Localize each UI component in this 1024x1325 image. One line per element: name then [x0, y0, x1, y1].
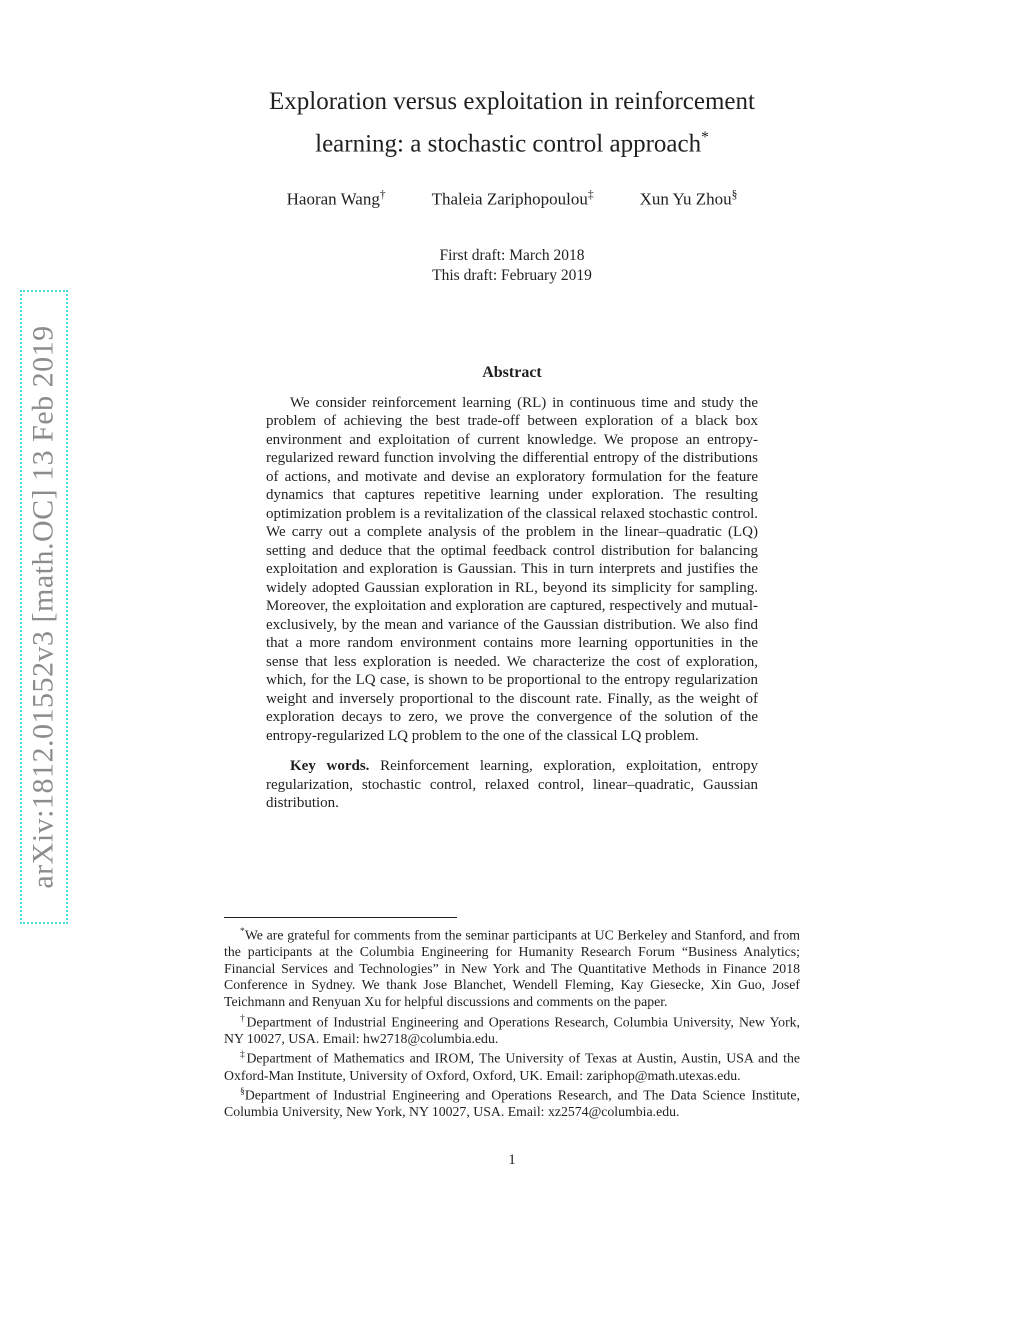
author-2-affiliation-mark: ‡ — [587, 188, 594, 202]
arxiv-watermark-box — [20, 290, 68, 924]
abstract-text: We consider reinforcement learning (RL) in continuous time and study the problem of achieving the best trade-off between exploration of a black box environment and exploitation of current knowledge. We propose an entropy-regularized reward function involving the differential entropy of the distributions of actions, and motivate and devise an exploratory formulation for the feature dynamics that captures repetitive learning under exploration. The resulting optimization problem is a revitalization of the classical relaxed stochastic control. We carry out a complete analysis of the problem in the linear–quadratic (LQ) setting and deduce that the optimal feedback control distribution for balancing exploitation and exploration is Gaussian. This in turn interprets and justifies the widely adopted Gaussian exploration in RL, beyond its simplicity for sampling. Moreover, the exploitation and exploration are captured, respectively and mutual-exclusively, by the mean and variance of the Gaussian distribution. We also find that a more random environment contains more learning opportunities in the sense that less exploration is needed. We characterize the cost of exploration, which, for the LQ case, is shown to be proportional to the entropy regularization weight and inversely proportional to the discount rate. Finally, as the weight of exploration decays to zero, we prove the convergence of the solution of the entropy-regularized LQ problem to the one of the classical LQ problem. — [266, 394, 758, 744]
main-column — [224, 0, 800, 1121]
footnote-2-mark: † — [240, 1012, 247, 1024]
footnote-3-text: Department of Mathematics and IROM, The University of Texas at Austin, Austin, USA and the Oxford-Man Institute, University of Oxford, Oxford, UK. Email: zariphop@math.utexas.edu. — [224, 1050, 801, 1083]
abstract-heading: Abstract — [482, 363, 542, 381]
footnote-1-mark: * — [240, 925, 245, 937]
title-footnote-mark: * — [701, 129, 709, 146]
paper-title-line1: Exploration versus exploitation in reinforcement — [269, 88, 755, 115]
footnote-affiliation-wang — [224, 1011, 800, 1048]
this-draft-date: This draft: February 2019 — [432, 266, 592, 284]
abstract-body — [266, 394, 758, 746]
author-3-name: Xun Yu Zhou — [639, 189, 732, 209]
author-1-name: Haoran Wang — [286, 189, 380, 209]
paper-title — [224, 84, 800, 162]
author-2-name: Thaleia Zariphopoulou — [431, 189, 588, 209]
footnote-divider — [224, 917, 457, 918]
author-3 — [640, 188, 738, 210]
keywords-paragraph — [266, 757, 758, 813]
footnote-2-text: Department of Industrial Engineering and Operations Research, Columbia University, New York, NY 10027, USA. Email: hw2718@columbia.edu. — [224, 1014, 801, 1046]
author-list — [224, 188, 800, 210]
footnote-4-mark: § — [240, 1086, 245, 1098]
author-1-affiliation-mark: † — [379, 188, 386, 202]
paper-title-line2: learning: a stochastic control approach — [315, 130, 702, 158]
footnote-4-text: Department of Industrial Engineering and Operations Research, and The Data Science Institute, Columbia University, New York, NY 10027, USA. Email: xz2574@columbia.edu. — [224, 1087, 800, 1120]
footnote-1-text: We are grateful for comments from the seminar participants at UC Berkeley and Stanford, and from the participants at the Columbia Engineering for Humanity Research Forum “Business Analytics; Financial Services and Technologies” in New York and The Quantitative Methods in Finance 2018 Conference in Sydney. We thank Jose Blanchet, Wendell Fleming, Kay Giesecke, Xin Guo, Josef Teichmann and Renyuan Xu for helpful discussions and comments on the paper. — [224, 927, 800, 1009]
draft-dates — [224, 246, 800, 286]
footnote-acknowledgements — [224, 924, 800, 1011]
footnote-affiliation-zariphopoulou — [224, 1047, 800, 1084]
footnote-3-mark: ‡ — [240, 1049, 247, 1061]
author-3-affiliation-mark: § — [731, 188, 738, 202]
author-1 — [287, 188, 386, 210]
footnote-affiliation-zhou — [224, 1084, 800, 1121]
page-number: 1 — [508, 1152, 516, 1168]
first-draft-date: First draft: March 2018 — [439, 246, 585, 264]
author-2 — [432, 188, 594, 210]
keywords-label: Key words. — [290, 758, 370, 775]
keywords-text: Reinforcement learning, exploration, exploitation, entropy regularization, stochastic control, relaxed control, linear–quadratic, Gaussian distribution. — [266, 758, 758, 812]
arxiv-watermark-text: arXiv:1812.01552v3 [math.OC] 13 Feb 2019 — [27, 325, 60, 889]
footnotes-block — [224, 924, 800, 1121]
